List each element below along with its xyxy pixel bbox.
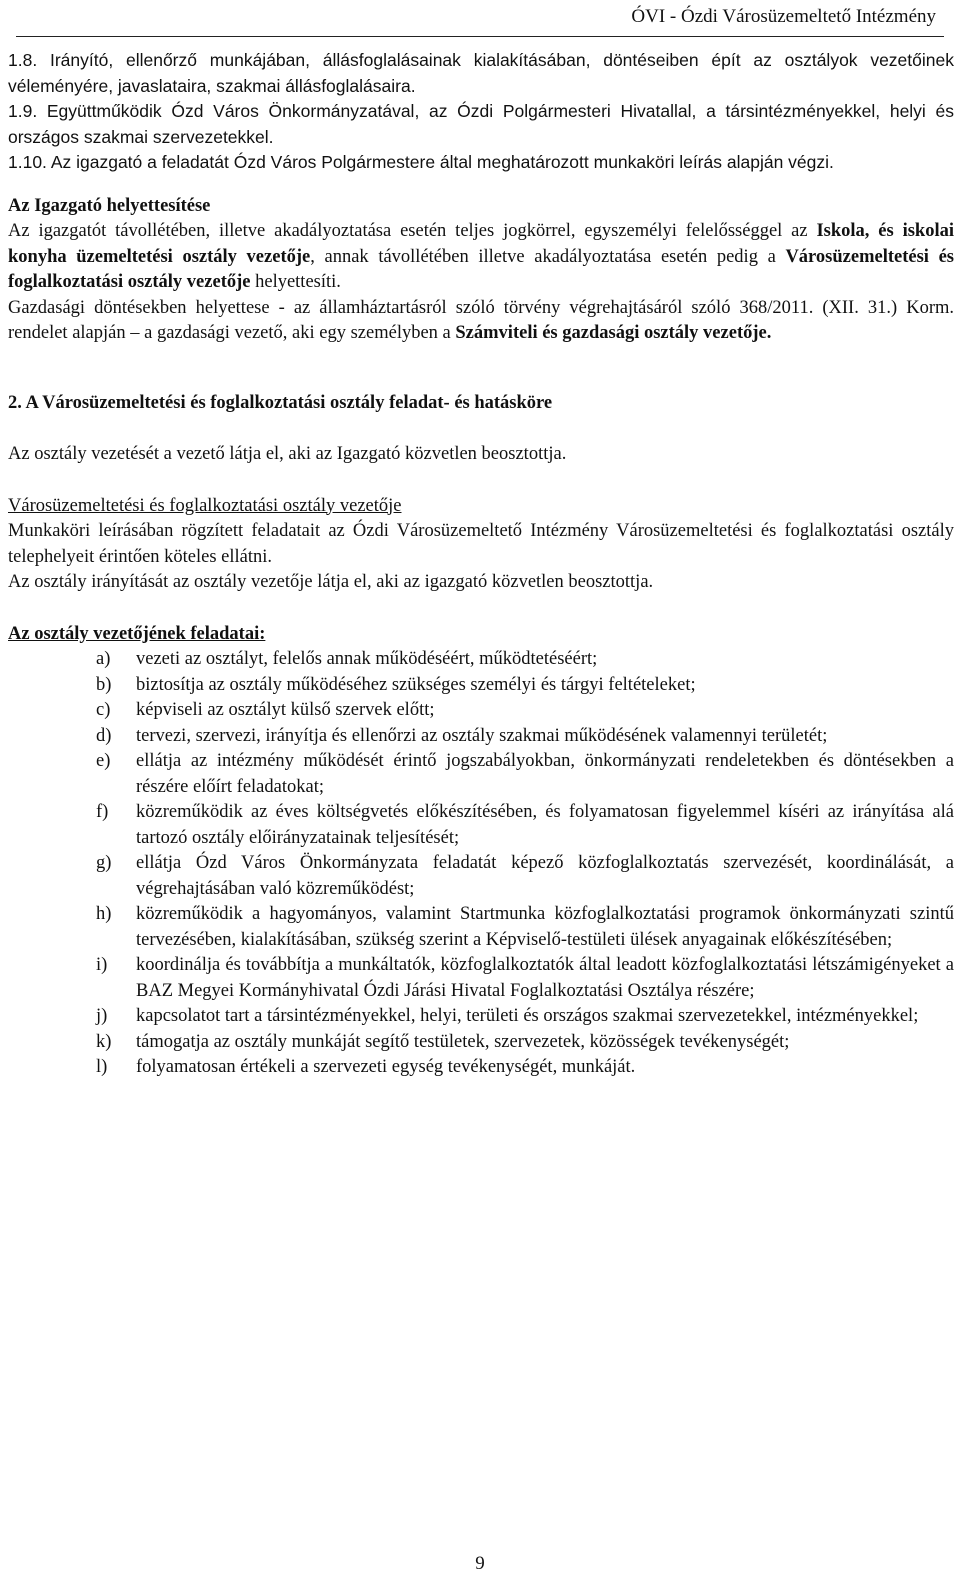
page-header: ÓVI - Ózdi Városüzemeltető Intézmény — [631, 6, 936, 27]
list-label: a) — [96, 649, 111, 669]
text-segment: Az igazgatót távollétében, illetve akadályoztatása esetén teljes jogkörrel, egyszemélyi felelősséggel az — [8, 221, 817, 241]
list-item — [96, 647, 954, 673]
list-item — [96, 673, 954, 699]
list-label: b) — [96, 674, 112, 695]
item-1-8: 1.8. Irányító, ellenőrző munkájában, állásfoglalásainak kialakításában, döntéseiben épít az osztályok vezetőinek véleményére, javaslataira, szakmai állásfoglalásaira. — [8, 50, 954, 96]
list-label: i) — [96, 955, 108, 975]
list-item — [96, 851, 954, 902]
list-item — [96, 1055, 954, 1081]
numbered-items — [8, 48, 954, 176]
list-item — [96, 749, 954, 800]
list-text: folyamatosan értékeli a szervezeti egység tevékenységét, munkáját. — [136, 1057, 636, 1077]
header-divider — [16, 36, 944, 37]
section-2-heading: 2. A Városüzemeltetési és foglalkoztatási osztály feladat- és hatásköre — [8, 392, 553, 413]
list-text: közreműködik a hagyományos, valamint Startmunka közfoglalkoztatási programok önkormányzati szintű tervezésében, kialakításában, szükség szerint a Képviselő-testületi ülések anyagainak előkészítésében; — [136, 904, 954, 950]
list-item — [96, 902, 954, 953]
text-segment-bold: Iskola, és iskolai konyha üzemeltetési osztály vezetője — [8, 221, 954, 267]
text-segment-bold: Számviteli és gazdasági osztály vezetője. — [455, 323, 772, 343]
list-item — [96, 698, 954, 724]
item-1-9: 1.9. Együttműködik Ózd Város Önkormányzatával, az Ózdi Polgármesteri Hivatallal, a társintézményekkel, helyi és országos szakmai szervezetekkel. — [8, 101, 954, 147]
tasks-heading: Az osztály vezetőjének feladatai: — [8, 623, 266, 644]
list-text: kapcsolatot tart a társintézményekkel, helyi, területi és országos szakmai szervezetekkel, intézményekkel; — [136, 1006, 919, 1026]
list-item — [96, 724, 954, 750]
list-text: tervezi, szervezi, irányítja és ellenőrzi az osztály szakmai működésének valamennyi területét; — [136, 725, 828, 746]
list-text: biztosítja az osztály működéséhez szükséges személyi és tárgyi feltételeket; — [136, 674, 696, 695]
list-label: k) — [96, 1031, 112, 1052]
text-segment-bold: Városüzemeltetési és foglalkoztatási osztály vezetője — [8, 246, 954, 292]
list-label: j) — [96, 1006, 108, 1026]
list-label: e) — [96, 751, 111, 771]
text-segment: , annak távollétében illetve akadályoztatása esetén pedig a — [310, 246, 786, 267]
list-item — [96, 953, 954, 1004]
list-label: h) — [96, 904, 112, 924]
list-label: f) — [96, 802, 109, 822]
text-segment: helyettesíti. — [250, 272, 341, 292]
list-label: l) — [96, 1057, 108, 1077]
list-text: koordinálja és továbbítja a munkáltatók, közfoglalkoztatók által leadott közfoglalkoztatási létszámigényeket a BAZ Megyei Kormányhivatal Ózdi Járási Hivatal Foglalkoztatási Osztálya részére; — [136, 955, 954, 1001]
list-label: d) — [96, 725, 112, 746]
tasks-list — [8, 647, 954, 1081]
document-body — [8, 48, 954, 1081]
deputy-paragraph-2 — [8, 296, 954, 347]
leader-paragraph-1: Munkaköri leírásában rögzített feladatait az Ózdi Városüzemeltető Intézmény Városüzemeltetési és foglalkoztatási osztály telephelyeit érintően köteles ellátni. — [8, 521, 954, 567]
page-number: 9 — [475, 1553, 485, 1574]
list-text: ellátja Ózd Város Önkormányzata feladatát képező közfoglalkoztatás szervezését, koordinálását, a végrehajtásában való közreműködést; — [136, 853, 954, 899]
leader-paragraph-2: Az osztály irányítását az osztály vezetője látja el, aki az igazgató közvetlen beosztottja. — [8, 572, 654, 592]
list-text: vezeti az osztályt, felelős annak működéséért, működtetéséért; — [136, 649, 598, 669]
list-label: c) — [96, 700, 111, 720]
section-2-intro: Az osztály vezetését a vezető látja el, aki az Igazgató közvetlen beosztottja. — [8, 444, 567, 464]
list-text: közreműködik az éves költségvetés előkészítésében, és folyamatosan figyelemmel kíséri az irányítása alá tartozó osztály előirányzatainak teljesítését; — [136, 802, 954, 848]
list-label: g) — [96, 853, 112, 873]
list-text: képviseli az osztályt külső szervek előtt; — [136, 700, 435, 720]
deputy-title: Az Igazgató helyettesítése — [8, 195, 211, 216]
list-item — [96, 1030, 954, 1056]
list-item — [96, 1004, 954, 1030]
list-text: ellátja az intézmény működését érintő jogszabályokban, önkormányzati rendeletekben és döntésekben a részére előírt feladatokat; — [136, 751, 954, 797]
text-segment: Gazdasági döntésekben helyettese - az államháztartásról szóló törvény végrehajtásáról szóló 368/2011. (XII. 31.) Korm. rendelet alapján – a gazdasági vezető, aki egy személyben a — [8, 297, 954, 343]
list-text: támogatja az osztály munkáját segítő testületek, szervezetek, közösségek tevékenységét; — [136, 1031, 790, 1052]
deputy-paragraph-1 — [8, 219, 954, 296]
leader-subheading: Városüzemeltetési és foglalkoztatási osztály vezetője — [8, 495, 402, 516]
list-item — [96, 800, 954, 851]
item-1-10: 1.10. Az igazgató a feladatát Ózd Város Polgármestere által meghatározott munkaköri leírás alapján végzi. — [8, 152, 834, 172]
